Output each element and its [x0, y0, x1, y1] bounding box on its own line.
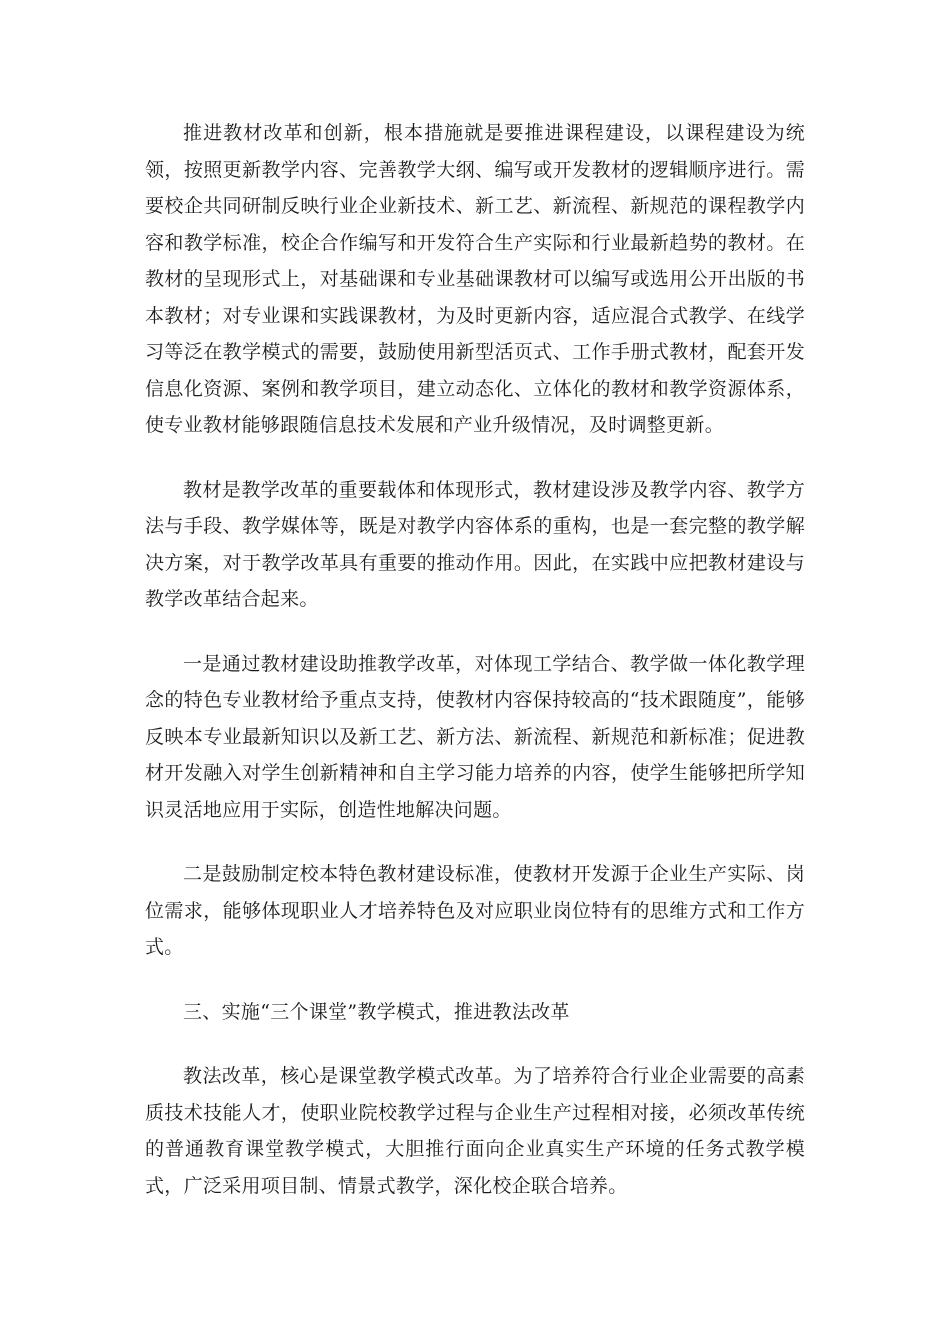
- paragraph-point-two: 二是鼓励制定校本特色教材建设标准，使教材开发源于企业生产实际、岗位需求，能够体现职业人才培养特色及对应职业岗位特有的思维方式和工作方式。: [145, 863, 805, 958]
- paragraph-teaching-method-reform: 教法改革，核心是课堂教学模式改革。为了培养符合行业企业需要的高素质技术技能人才，使职业院校教学过程与企业生产过程相对接，必须改革传统的普通教育课堂教学模式，大胆推行面向企业真实生产环境的任务式教学模式，广泛采用项目制、情景式教学，深化校企联合培养。: [145, 1065, 805, 1197]
- section-heading-three-classrooms: 三、实施“三个课堂”教学模式，推进教法改革: [183, 1000, 570, 1023]
- paragraph-textbook-as-carrier: 教材是教学改革的重要载体和体现形式，教材建设涉及教学内容、教学方法与手段、教学媒体等，既是对教学内容体系的重构，也是一套完整的教学解决方案，对于教学改革具有重要的推动作用。因此，在实践中应把教材建设与教学改革结合起来。: [145, 478, 805, 610]
- document-page: [145, 115, 805, 1204]
- paragraph-textbook-reform: 推进教材改革和创新，根本措施就是要推进课程建设，以课程建设为统领，按照更新教学内容、完善教学大纲、编写或开发教材的逻辑顺序进行。需要校企共同研制反映行业企业新技术、新工艺、新流程、新规范的课程教学内容和教学标准，校企合作编写和开发符合生产实际和行业最新趋势的教材。在教材的呈现形式上，对基础课和专业基础课教材可以编写或选用公开出版的书本教材；对专业课和实践课教材，为及时更新内容，适应混合式教学、在线学习等泛在教学模式的需要，鼓励使用新型活页式、工作手册式教材，配套开发信息化资源、案例和教学项目，建立动态化、立体化的教材和教学资源体系，使专业教材能够跟随信息技术发展和产业升级情况，及时调整更新。: [145, 122, 805, 436]
- paragraph-point-one: 一是通过教材建设助推教学改革，对体现工学结合、教学做一体化教学理念的特色专业教材给予重点支持，使教材内容保持较高的“技术跟随度”，能够反映本专业最新知识以及新工艺、新方法、新流程、新规范和新标准；促进教材开发融入对学生创新精神和自主学习能力培养的内容，使学生能够把所学知识灵活地应用于实际，创造性地解决问题。: [145, 652, 805, 821]
